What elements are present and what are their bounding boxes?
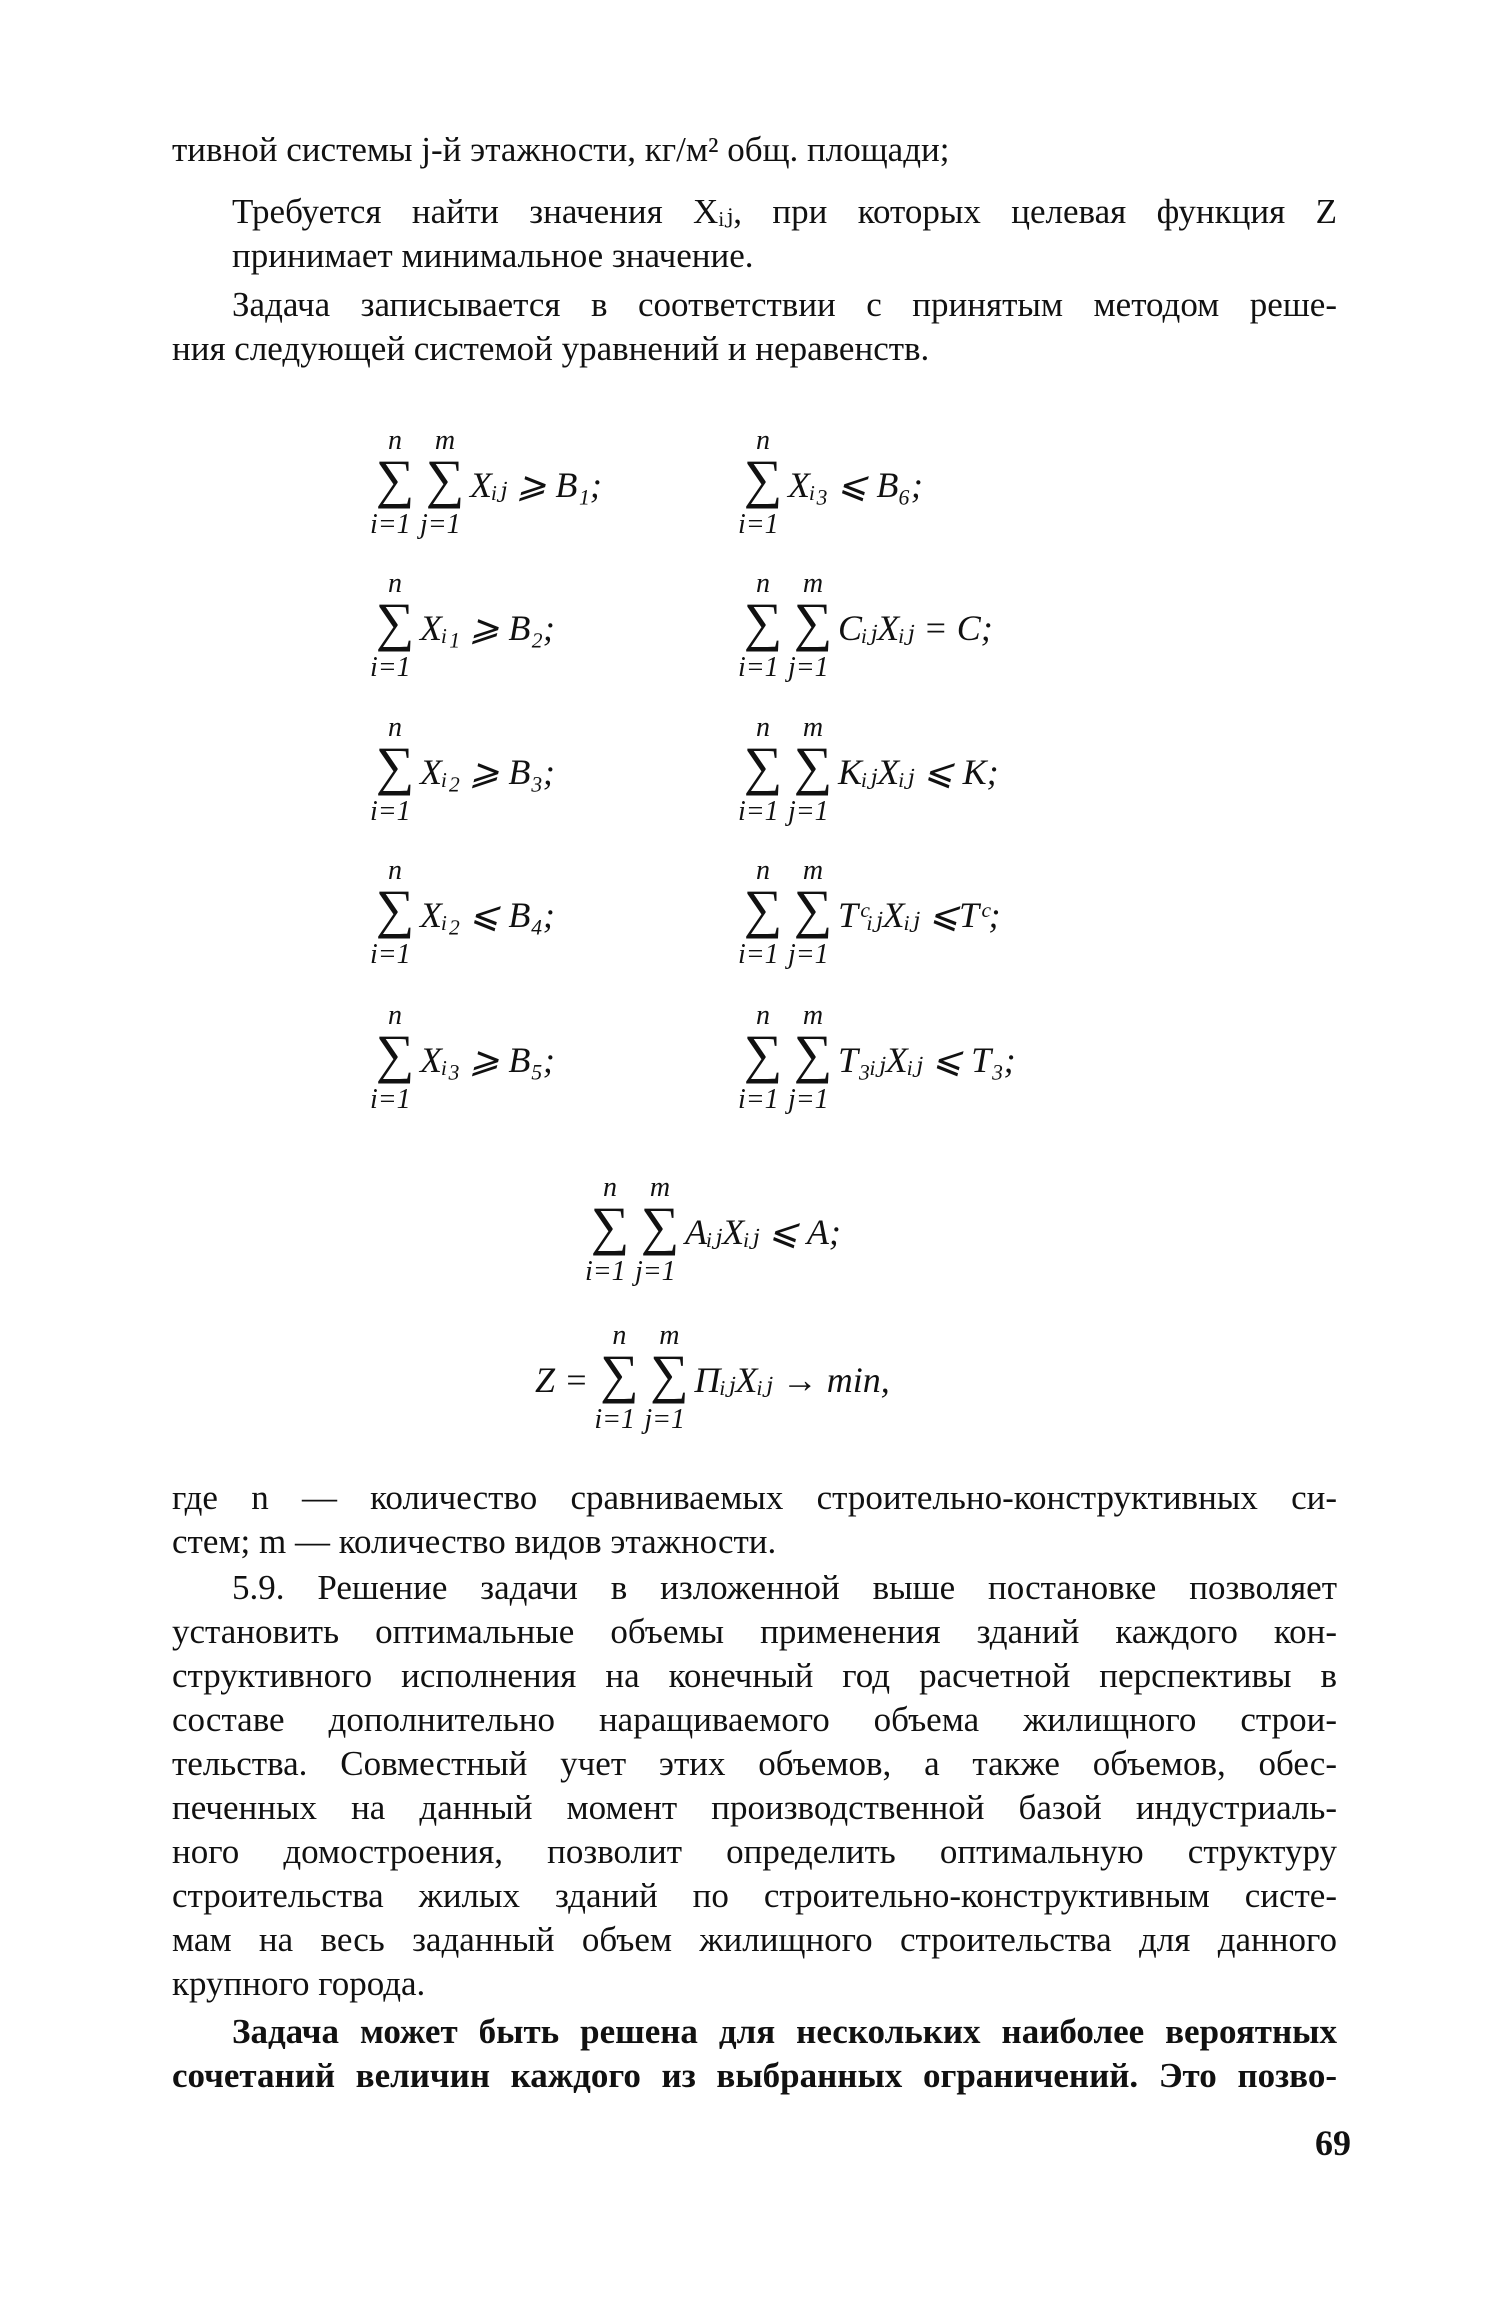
sum-upper-limit: n (612, 1320, 627, 1351)
sum-lower-limit: i=1 (370, 796, 411, 827)
formula (738, 712, 999, 832)
sigma-icon: ∑ (590, 1196, 630, 1256)
sum-upper-limit: n (388, 425, 402, 456)
formula-expression: Xᵢ₃ ⩾ B₅; (420, 1040, 555, 1080)
summation-sign (738, 712, 788, 832)
summation-sign (594, 1320, 644, 1440)
sum-upper-limit: m (659, 1320, 680, 1351)
formula-prefix: Z = (535, 1360, 589, 1400)
text-line: тельства. Совместный учет этих объемов, а также объемов, обес- (172, 1744, 1337, 1783)
sigma-icon: ∑ (600, 1344, 639, 1404)
sigma-icon: ∑ (743, 1024, 783, 1084)
sum-lower-limit: i=1 (370, 1084, 411, 1115)
formula (738, 425, 923, 545)
summation-sign (788, 855, 838, 975)
sigma-icon: ∑ (793, 592, 833, 652)
text-line: принимает минимальное значение. (232, 236, 754, 275)
formula-expression: Xᵢⱼ ⩾ B₁; (470, 465, 602, 505)
formula-expression: Xᵢ₁ ⩾ B₂; (420, 608, 555, 648)
sum-upper-limit: n (756, 712, 770, 743)
paragraph-3 (172, 1476, 1337, 1564)
sigma-icon: ∑ (793, 1024, 833, 1084)
text-line: стем; m — количество видов этажности. (172, 1522, 777, 1561)
formula-expression: Xᵢ₃ ⩽ B₆; (788, 465, 923, 505)
formula-expression: T₃ᵢⱼXᵢⱼ ⩽ T₃; (838, 1040, 1016, 1080)
sigma-icon: ∑ (743, 449, 783, 509)
text-line: структивного исполнения на конечный год расчетной перспективы в (172, 1656, 1337, 1695)
paragraph-0 (172, 128, 1337, 172)
summation-sign (788, 712, 838, 832)
sum-lower-limit: i=1 (738, 509, 779, 540)
sigma-icon: ∑ (375, 449, 415, 509)
sum-lower-limit: i=1 (738, 1084, 779, 1115)
formula (370, 425, 602, 545)
text-line: ного домостроения, позволит определить оптимальную структуру (172, 1832, 1337, 1871)
text-line: Задача записывается в соответствии с принятым методом реше- (232, 285, 1337, 324)
text-line: Задача может быть решена для нескольких наиболее вероятных (232, 2012, 1337, 2051)
summation-sign (788, 568, 838, 688)
summation-sign (420, 425, 470, 545)
sigma-icon: ∑ (425, 449, 465, 509)
formula (738, 568, 993, 688)
sum-lower-limit: i=1 (370, 939, 411, 970)
sigma-icon: ∑ (743, 592, 783, 652)
sigma-icon: ∑ (793, 879, 833, 939)
sum-lower-limit: j=1 (788, 939, 829, 970)
formula-expression: KᵢⱼXᵢⱼ ⩽ K; (838, 752, 999, 792)
paragraph-4 (172, 1566, 1337, 2006)
formula-expression: Xᵢ₂ ⩾ B₃; (420, 752, 555, 792)
sum-upper-limit: m (434, 425, 456, 456)
sum-upper-limit: n (388, 568, 402, 599)
sigma-icon: ∑ (743, 736, 783, 796)
formula (370, 712, 555, 832)
text-line: тивной системы j-й этажности, кг/м² общ. площади; (172, 130, 950, 169)
sum-upper-limit: n (388, 1000, 402, 1031)
text-line: мам на весь заданный объем жилищного строительства для данного (172, 1920, 1337, 1959)
formula-expression: AᵢⱼXᵢⱼ ⩽ A; (685, 1212, 841, 1252)
formula (370, 855, 555, 975)
sum-lower-limit: i=1 (738, 796, 779, 827)
summation-sign (370, 425, 420, 545)
paragraph-2 (172, 283, 1337, 371)
sum-upper-limit: m (649, 1172, 671, 1203)
formula-expression: ПᵢⱼXᵢⱼ → min, (694, 1360, 890, 1400)
summation-sign (738, 568, 788, 688)
sum-upper-limit: m (802, 855, 824, 886)
text-line: крупного города. (172, 1964, 426, 2003)
sum-upper-limit: n (756, 1000, 770, 1031)
summation-sign (370, 712, 420, 832)
sum-lower-limit: i=1 (738, 652, 779, 683)
sigma-icon: ∑ (793, 736, 833, 796)
sum-upper-limit: n (756, 425, 770, 456)
sigma-icon: ∑ (375, 736, 415, 796)
text-line: Требуется найти значения Xᵢⱼ, при которых целевая функция Z (232, 192, 1337, 231)
sigma-icon: ∑ (640, 1196, 680, 1256)
sum-upper-limit: n (603, 1172, 617, 1203)
formula (738, 855, 1001, 975)
sum-lower-limit: i=1 (594, 1404, 636, 1435)
summation-sign (788, 1000, 838, 1120)
sum-lower-limit: j=1 (644, 1404, 686, 1435)
sum-upper-limit: n (756, 855, 770, 886)
formula (738, 1000, 1016, 1120)
summation-sign (644, 1320, 694, 1440)
formula-expression: CᵢⱼXᵢⱼ = C; (838, 608, 993, 648)
sum-upper-limit: n (388, 855, 402, 886)
text-line: 5.9. Решение задачи в изложенной выше постановке позволяет (232, 1568, 1337, 1607)
sigma-icon: ∑ (375, 1024, 415, 1084)
sigma-icon: ∑ (650, 1344, 689, 1404)
formula (370, 1000, 555, 1120)
sigma-icon: ∑ (375, 879, 415, 939)
sum-lower-limit: i=1 (585, 1256, 626, 1287)
text-line: где n — количество сравниваемых строительно-конструктивных си- (172, 1478, 1337, 1517)
summation-sign (635, 1172, 685, 1292)
summation-sign (738, 855, 788, 975)
sum-upper-limit: n (756, 568, 770, 599)
paragraph-5 (172, 2010, 1337, 2098)
sum-lower-limit: i=1 (738, 939, 779, 970)
sigma-icon: ∑ (375, 592, 415, 652)
text-line: установить оптимальные объемы применения зданий каждого кон- (172, 1612, 1337, 1651)
sum-lower-limit: j=1 (635, 1256, 676, 1287)
summation-sign (585, 1172, 635, 1292)
page-number: 69 (1315, 2123, 1351, 2163)
sum-lower-limit: i=1 (370, 652, 411, 683)
formula (535, 1320, 890, 1440)
text-line: ния следующей системой уравнений и неравенств. (172, 329, 930, 368)
sum-lower-limit: i=1 (370, 509, 411, 540)
sum-lower-limit: j=1 (788, 652, 829, 683)
formula-expression: Xᵢ₂ ⩽ B₄; (420, 895, 555, 935)
sum-upper-limit: m (802, 712, 824, 743)
formula-expression: TᶜᵢⱼXᵢⱼ ⩽Tᶜ; (838, 895, 1001, 935)
sum-lower-limit: j=1 (788, 796, 829, 827)
text-line: составе дополнительно наращиваемого объема жилищного строи- (172, 1700, 1337, 1739)
summation-sign (370, 1000, 420, 1120)
summation-sign (370, 568, 420, 688)
text-line: сочетаний величин каждого из выбранных ограничений. Это позво- (172, 2056, 1337, 2095)
sum-lower-limit: j=1 (788, 1084, 829, 1115)
summation-sign (370, 855, 420, 975)
sum-upper-limit: n (388, 712, 402, 743)
formula (370, 568, 555, 688)
sigma-icon: ∑ (743, 879, 783, 939)
paragraph-1 (172, 190, 1337, 278)
sum-lower-limit: j=1 (420, 509, 461, 540)
sum-upper-limit: m (802, 568, 824, 599)
text-line: печенных на данный момент производственной базой индустриаль- (172, 1788, 1337, 1827)
summation-sign (738, 1000, 788, 1120)
summation-sign (738, 425, 788, 545)
formula (585, 1172, 841, 1292)
sum-upper-limit: m (802, 1000, 824, 1031)
text-line: строительства жилых зданий по строительно-конструктивным систе- (172, 1876, 1337, 1915)
